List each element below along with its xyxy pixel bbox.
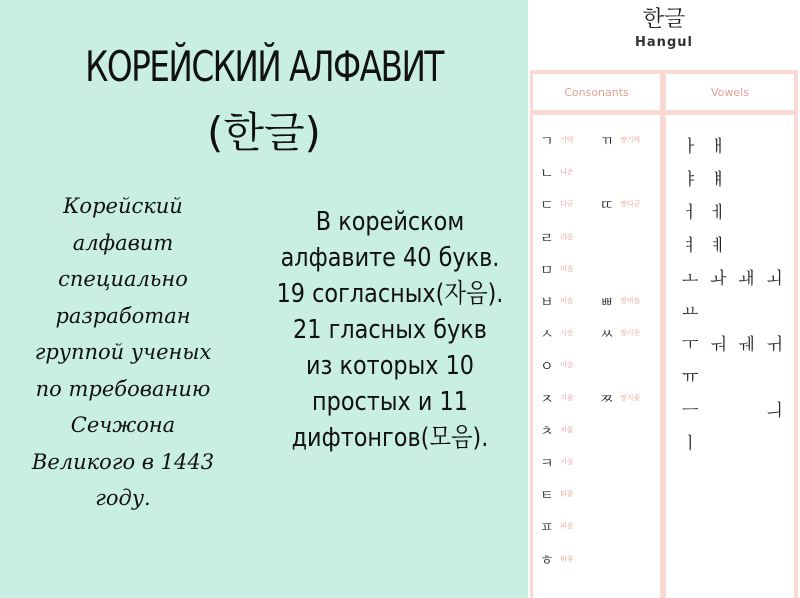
history-line: алфавит xyxy=(72,230,174,255)
history-line: разработан xyxy=(55,303,191,328)
vowel-jamo: ㅚ xyxy=(766,269,783,289)
consonant-jamo: ㅇ xyxy=(540,359,554,376)
consonant-row xyxy=(540,485,658,515)
history-line: по требованию xyxy=(35,376,211,401)
consonant-row xyxy=(540,292,658,322)
history-line: специально xyxy=(58,267,188,291)
info-line: 21 гласных букв xyxy=(293,315,487,345)
consonant-row xyxy=(540,324,658,354)
consonant-jamo: ㅅ xyxy=(540,327,554,344)
consonant-name: 피읖 xyxy=(560,522,574,531)
info-text xyxy=(270,204,511,456)
history-line: году. xyxy=(95,486,151,510)
consonant-name: 미음 xyxy=(560,264,574,273)
consonant-row xyxy=(540,517,658,547)
info-line: алфавите 40 букв. xyxy=(280,243,500,273)
vowel-jamo: ㅢ xyxy=(766,401,783,421)
consonant-name: 시옷 xyxy=(560,329,574,338)
history-line: Сечжона xyxy=(70,413,176,437)
chart-title-en: Hangul xyxy=(635,35,693,50)
vowel-jamo: ㅔ xyxy=(710,203,727,223)
vowel-jamo: ㅕ xyxy=(682,236,699,256)
consonant-name: 리을 xyxy=(560,232,574,241)
consonant-jamo: ㅊ xyxy=(540,423,554,440)
history-line: группой ученых xyxy=(34,340,212,364)
consonant-row xyxy=(540,131,658,161)
consonant-name: 티읕 xyxy=(560,490,574,499)
double-consonant-jamo: ㄲ xyxy=(600,134,614,150)
vowel-jamo: ㅖ xyxy=(710,236,727,256)
vowel-jamo: ㅣ xyxy=(682,434,699,454)
page-title: КОРЕЙСКИЙ АЛФАВИТ xyxy=(85,42,443,91)
consonant-name: 이응 xyxy=(560,361,574,370)
history-line: Корейский xyxy=(63,194,183,218)
double-consonant-jamo: ㅃ xyxy=(600,295,614,311)
consonant-row xyxy=(540,421,658,451)
double-consonant-name: 쌍기역 xyxy=(620,136,641,144)
double-consonant-name: 쌍디귿 xyxy=(620,200,641,209)
vowel-jamo: ㅜ xyxy=(682,335,699,355)
vowel-jamo: ㅓ xyxy=(682,203,699,223)
consonant-row xyxy=(540,228,658,258)
consonant-jamo: ㄴ xyxy=(540,166,554,183)
consonant-name: 지읒 xyxy=(560,393,574,402)
vowel-jamo: ㅡ xyxy=(682,401,699,421)
consonants-header: Consonants xyxy=(564,86,629,99)
consonant-row xyxy=(540,195,658,225)
vowel-jamo: ㅑ xyxy=(682,170,699,190)
double-consonant-name: 쌍지읒 xyxy=(620,393,641,402)
consonant-name: 히읗 xyxy=(560,554,574,563)
consonant-row xyxy=(540,260,658,290)
consonant-jamo: ㄱ xyxy=(540,134,554,150)
vowel-jamo: ㅝ xyxy=(710,335,727,355)
consonant-name: 치읓 xyxy=(560,425,574,434)
consonant-jamo: ㄷ xyxy=(540,198,554,215)
vowels-header: Vowels xyxy=(711,86,749,99)
info-line: В корейском xyxy=(315,207,465,237)
consonant-jamo: ㄹ xyxy=(540,230,554,247)
page-subtitle: (한글) xyxy=(207,108,321,157)
vowel-jamo: ㅒ xyxy=(710,170,727,190)
info-line: 19 согласных(자음). xyxy=(276,279,504,309)
consonant-name: 기역 xyxy=(560,136,574,144)
history-line: Великого в 1443 xyxy=(31,449,215,474)
info-line: из которых 10 xyxy=(305,351,475,381)
double-consonant-name: 쌍시옷 xyxy=(620,329,641,338)
vowel-jamo: ㅏ xyxy=(682,137,699,157)
double-consonant-jamo: ㅆ xyxy=(600,327,614,344)
consonant-jamo: ㅂ xyxy=(540,295,554,311)
chart-title-ko: 한글 xyxy=(642,7,686,32)
vowel-jamo: ㅐ xyxy=(710,137,727,157)
consonant-jamo: ㅋ xyxy=(540,456,554,472)
info-line: простых и 11 xyxy=(312,387,468,417)
consonant-name: 키읔 xyxy=(560,458,574,466)
consonant-row xyxy=(540,453,658,483)
consonant-jamo: ㅎ xyxy=(540,552,554,569)
consonant-row xyxy=(540,356,658,386)
consonant-name: 니은 xyxy=(560,168,574,177)
consonant-row xyxy=(540,163,658,193)
vowel-jamo: ㅙ xyxy=(738,269,755,289)
double-consonant-jamo: ㄸ xyxy=(600,198,614,215)
consonant-name: 디귿 xyxy=(560,200,574,209)
consonant-jamo: ㅈ xyxy=(540,391,554,408)
double-consonant-jamo: ㅉ xyxy=(600,391,614,408)
consonant-row xyxy=(540,389,658,419)
double-consonant-name: 쌍비읍 xyxy=(620,297,641,305)
info-line: дифтонгов(모음). xyxy=(291,423,489,453)
history-text xyxy=(18,188,228,517)
vowel-jamo: ㅞ xyxy=(738,335,755,355)
vowel-jamo: ㅗ xyxy=(682,269,699,289)
consonant-jamo: ㅍ xyxy=(540,520,554,537)
vowel-jamo: ㅘ xyxy=(710,269,727,289)
consonant-name: 비읍 xyxy=(560,297,574,305)
consonant-jamo: ㅌ xyxy=(540,488,554,505)
vowel-jamo: ㅠ xyxy=(682,368,699,388)
consonant-row xyxy=(540,550,658,580)
vowel-jamo: ㅛ xyxy=(682,302,699,322)
consonant-jamo: ㅁ xyxy=(540,262,554,279)
vowel-jamo: ㅟ xyxy=(766,335,783,355)
